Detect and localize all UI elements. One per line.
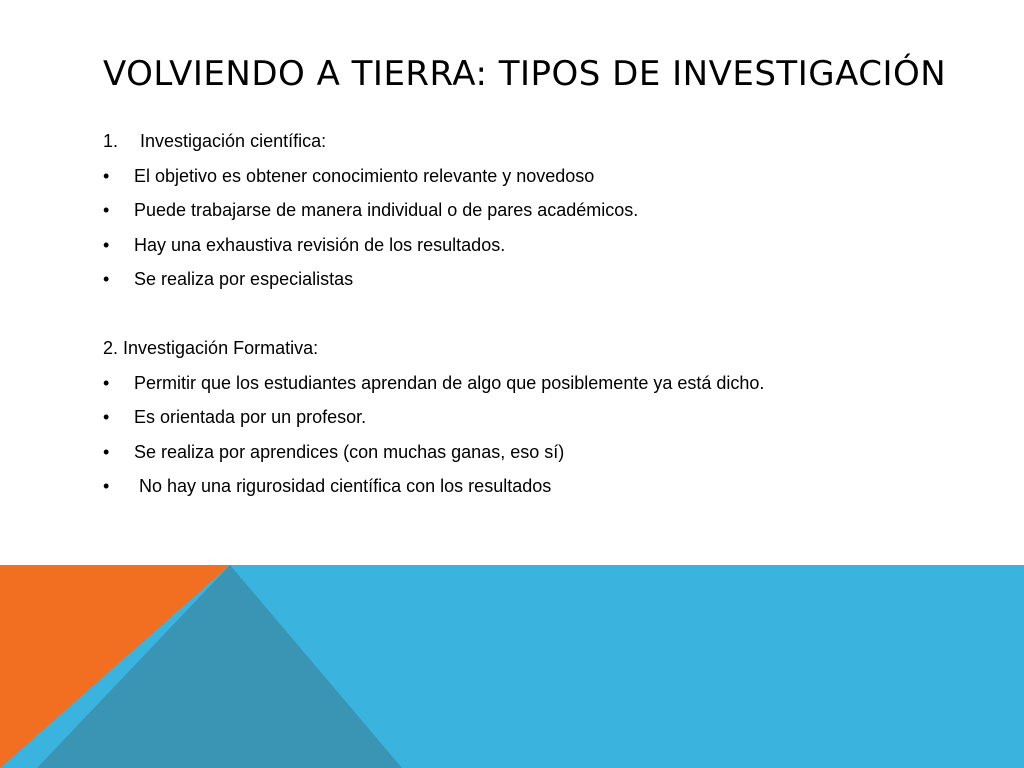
bullet-icon: • (103, 269, 110, 289)
list-item (103, 435, 983, 470)
decorative-footer (0, 565, 1024, 768)
slide-body (103, 124, 983, 504)
section-spacer (103, 297, 983, 332)
slide-title: VOLVIENDO A TIERRA: TIPOS DE INVESTIGACIÓN (103, 54, 947, 94)
list-item-text: Se realiza por especialistas (134, 269, 354, 289)
list-item (103, 228, 983, 263)
bullet-icon: • (103, 476, 110, 496)
bullet-icon: • (103, 165, 110, 186)
list-item (103, 159, 983, 194)
list-item-text: Se realiza por aprendices (con muchas ganas, eso sí) (134, 441, 565, 462)
list-item-text: No hay una rigurosidad científica con los resultados (134, 476, 552, 496)
list-item (103, 366, 983, 401)
section1-heading (103, 124, 983, 159)
section1-number: 1. (103, 131, 119, 151)
bullet-icon: • (103, 441, 110, 462)
list-item-text: Hay una exhaustiva revisión de los resultados. (134, 234, 506, 255)
list-item (103, 262, 983, 297)
list-item (103, 400, 983, 435)
section1-heading-text: Investigación científica: (140, 131, 327, 151)
list-item-text: Permitir que los estudiantes aprendan de algo que posiblemente ya está dicho. (134, 372, 765, 393)
bullet-icon: • (103, 407, 110, 427)
list-item-text: Puede trabajarse de manera individual o de pares académicos. (134, 200, 639, 220)
bullet-icon: • (103, 200, 110, 220)
section2-heading-text: 2. Investigación Formativa: (103, 338, 319, 358)
list-item (103, 193, 983, 228)
bullet-icon: • (103, 234, 110, 255)
list-item-text: Es orientada por un profesor. (134, 407, 367, 427)
list-item (103, 469, 983, 504)
section2-heading (103, 331, 983, 366)
list-item-text: El objetivo es obtener conocimiento relevante y novedoso (134, 165, 595, 186)
bullet-icon: • (103, 372, 110, 393)
